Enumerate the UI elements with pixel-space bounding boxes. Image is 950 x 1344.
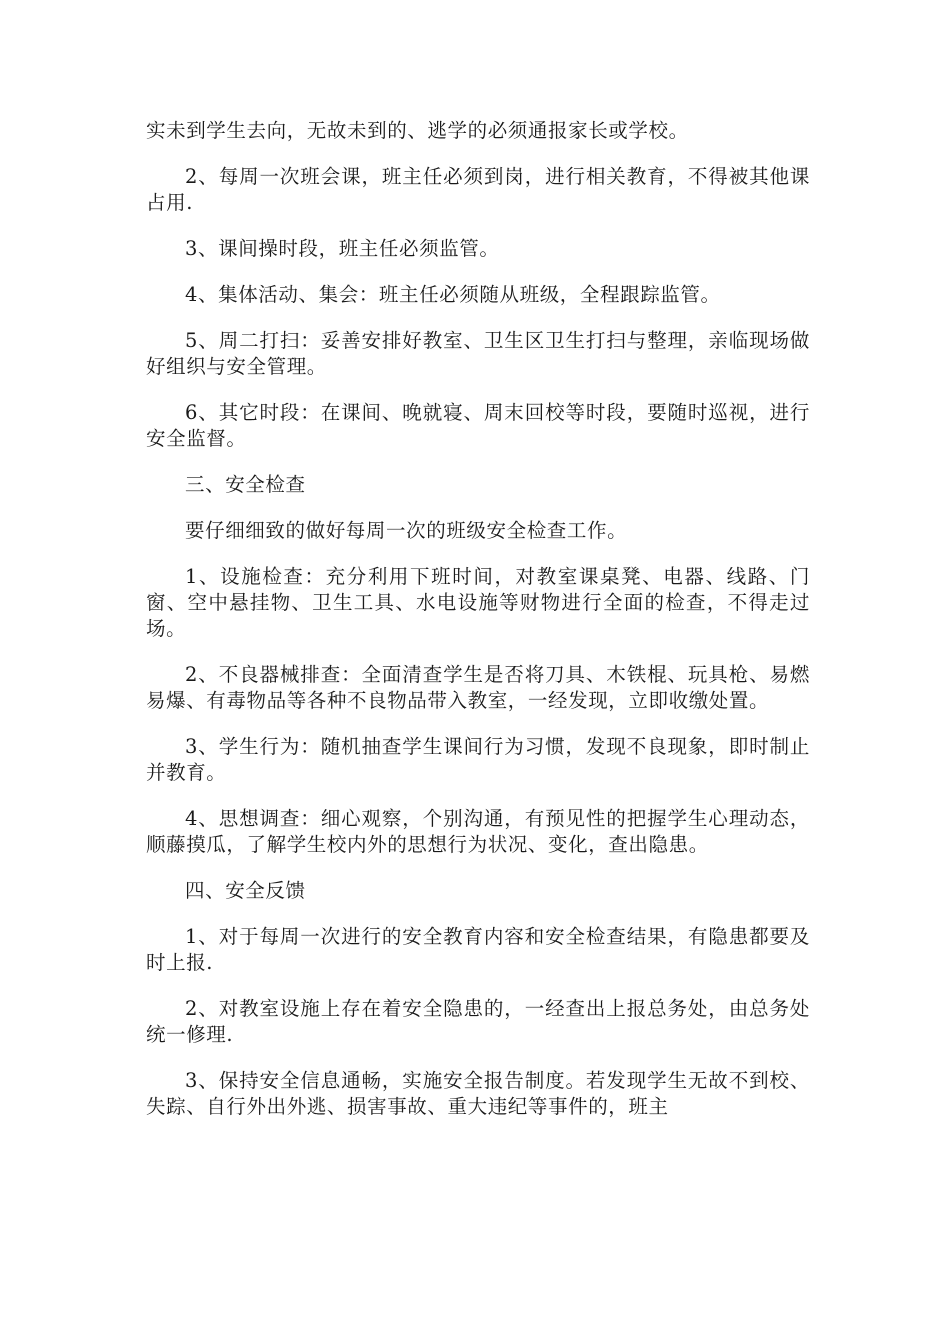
paragraph-hazard-items: 2、不良器械排查：全面清查学生是否将刀具、木铁棍、玩具枪、易燃易爆、有毒物品等各种不良物品带入教室，一经发现，立即收缴处置。 (146, 663, 810, 712)
paragraph-exercise-break: 3、课间操时段，班主任必须监管。 (185, 237, 500, 260)
paragraph-group-activities: 4、集体活动、集会：班主任必须随从班级，全程跟踪监管。 (185, 283, 721, 306)
paragraph-facility-repair: 2、对教室设施上存在着安全隐患的，一经查出上报总务处，由总务处统一修理. (146, 997, 810, 1046)
paragraph-mental-check: 4、思想调查：细心观察，个别沟通，有预见性的把握学生心理动态，顺藤摸瓜，了解学生校内外的思想行为状况、变化，查出隐患。 (146, 807, 810, 856)
paragraph-facility-check: 1、设施检查：充分利用下班时间，对教室课桌凳、电器、线路、门窗、空中悬挂物、卫生工具、水电设施等财物进行全面的检查，不得走过场。 (146, 565, 810, 640)
paragraph-other-periods: 6、其它时段：在课间、晚就寝、周末回校等时段，要随时巡视，进行安全监督。 (146, 401, 810, 450)
paragraph-reporting-system: 3、保持安全信息通畅，实施安全报告制度。若发现学生无故不到校、失踪、自行外出外逃、损害事故、重大违纪等事件的，班主 (146, 1069, 810, 1118)
section-heading-safety-feedback: 四、安全反馈 (185, 879, 306, 902)
paragraph-inspection-intro: 要仔细细致的做好每周一次的班级安全检查工作。 (185, 519, 628, 542)
paragraph-student-behavior: 3、学生行为：随机抽查学生课间行为习惯，发现不良现象，即时制止并教育。 (146, 735, 810, 784)
document-body (146, 118, 810, 1140)
paragraph-report-results: 1、对于每周一次进行的安全教育内容和安全检查结果，有隐患都要及时上报. (146, 925, 810, 974)
paragraph-cleaning: 5、周二打扫：妥善安排好教室、卫生区卫生打扫与整理，亲临现场做好组织与安全管理。 (146, 329, 810, 378)
paragraph-continuation: 实未到学生去向，无故未到的、逃学的必须通报家长或学校。 (146, 119, 689, 142)
paragraph-class-meeting: 2、每周一次班会课，班主任必须到岗，进行相关教育，不得被其他课占用. (146, 165, 810, 214)
section-heading-safety-inspection: 三、安全检查 (185, 473, 306, 496)
